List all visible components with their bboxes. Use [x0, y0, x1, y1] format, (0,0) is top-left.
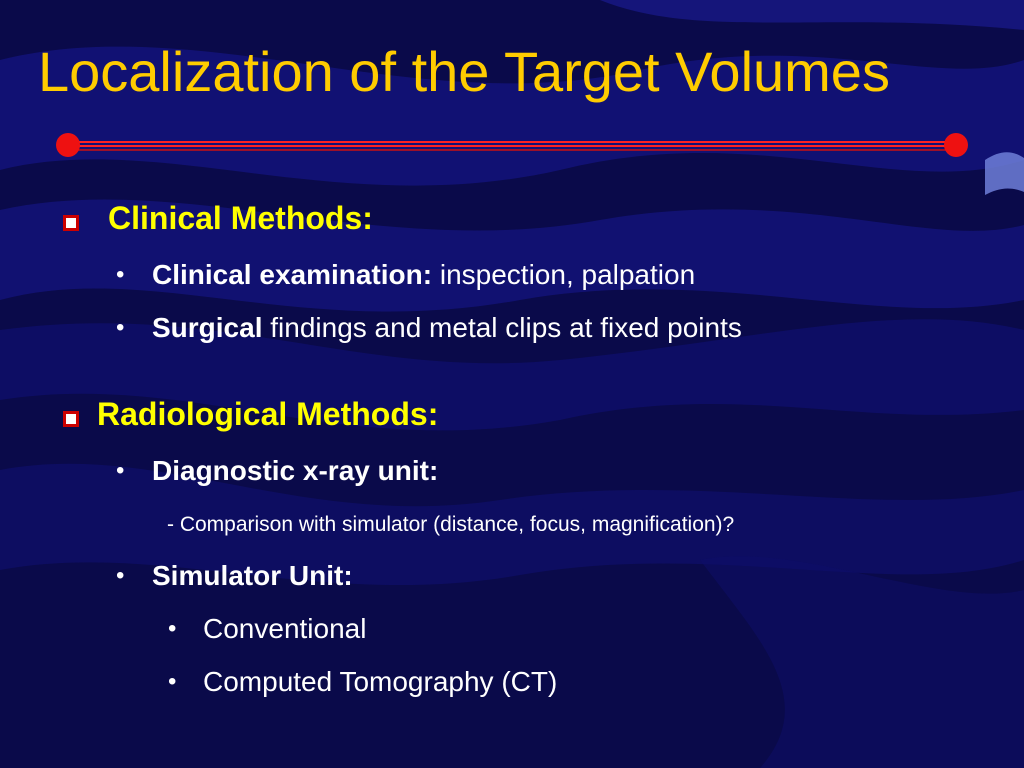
list-item-text: inspection, palpation: [432, 259, 696, 290]
sub-item-conventional: Conventional: [203, 613, 367, 644]
rule-left-dot: [56, 133, 80, 157]
bullet-dot-icon: •: [116, 314, 125, 341]
list-item-simulator-unit: Simulator Unit:: [152, 560, 353, 591]
bullet-dot-icon: •: [116, 261, 125, 288]
bullet-dot-icon: •: [116, 562, 125, 589]
list-item-bold-label: Clinical examination:: [152, 259, 433, 290]
sub-item-computed-tomography: Computed Tomography (CT): [203, 666, 558, 697]
list-item-diagnostic-xray: Diagnostic x-ray unit:: [152, 455, 439, 486]
section-heading-clinical: Clinical Methods:: [108, 200, 373, 236]
slide-title: Localization of the Target Volumes: [38, 40, 890, 103]
rule-right-dot: [944, 133, 968, 157]
red-square-bullet-icon: [63, 215, 79, 231]
list-item-note-comparison: - Comparison with simulator (distance, focus, magnification)?: [167, 513, 735, 536]
list-item-bold-label: Surgical: [152, 312, 263, 343]
list-item-surgical: [152, 310, 742, 346]
bullet-dot-icon: •: [168, 668, 177, 695]
bullet-dot-icon: •: [168, 615, 177, 642]
list-item-text: findings and metal clips at fixed points: [262, 312, 742, 343]
list-item-clinical-examination: [152, 257, 695, 293]
bullet-dot-icon: •: [116, 457, 125, 484]
title-divider: [0, 125, 1024, 165]
section-heading-radiological: Radiological Methods:: [97, 396, 439, 432]
red-square-bullet-icon: [63, 411, 79, 427]
